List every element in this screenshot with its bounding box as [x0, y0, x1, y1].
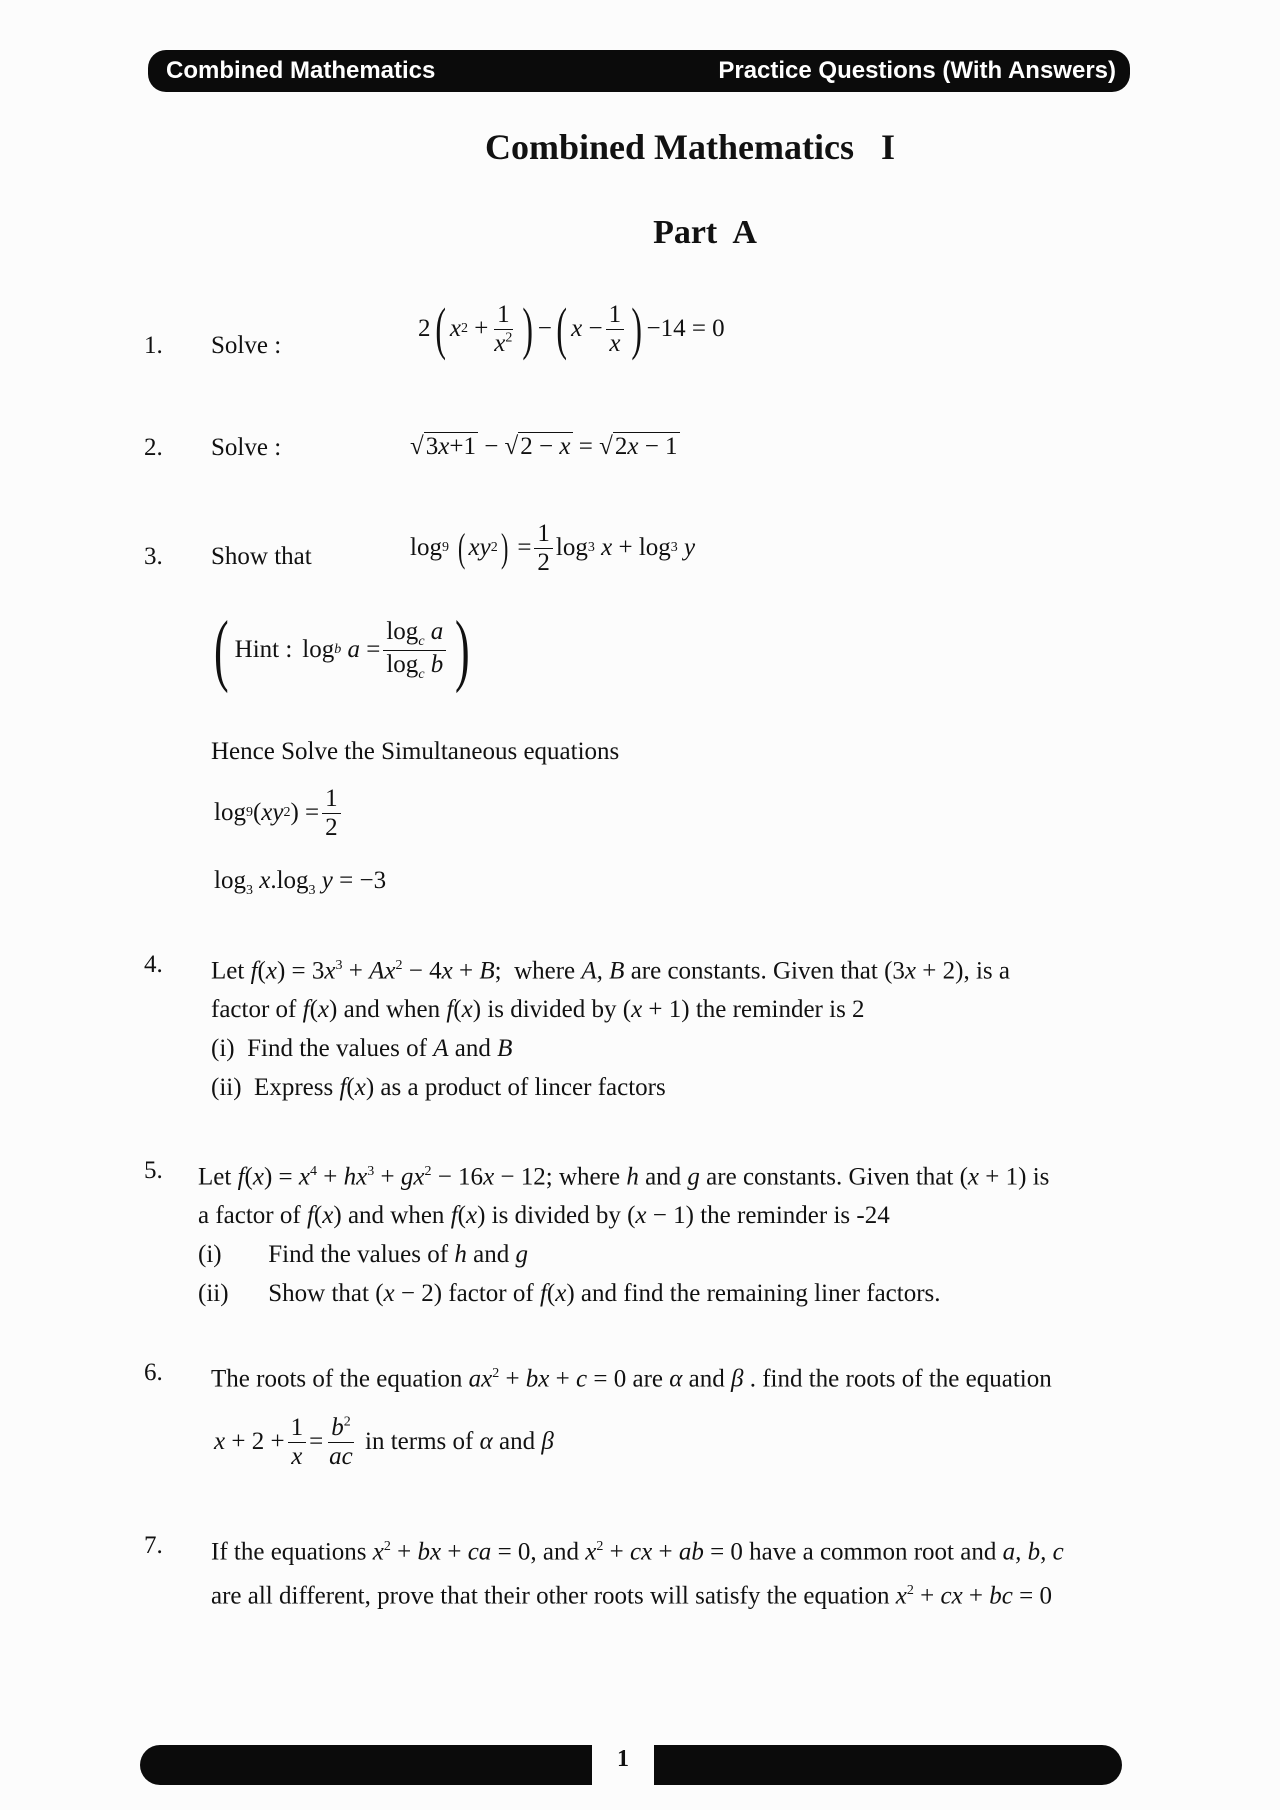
- q5-text: Let $f(x) = x^4 + hx^3 + gx^2 - 16x - 12$; where h and g are constants. Given that (x + 1) is a factor of f(x) and when f(x) is divided by (x − 1) the reminder is -24 (i) Find the values of h and g (ii) Show that (x − 2) factor of f(x) and find the remaining liner factors.: [198, 1163, 1050, 1308]
- q3-label: Show that: [211, 543, 312, 570]
- q1-number: 1.: [144, 332, 163, 359]
- page-number: 1: [617, 1746, 629, 1772]
- hint-label: Hint :: [234, 636, 293, 663]
- q1-equation: 2 ( x 2 + $\frac{1}{x^2}$ ) − ( x − $\frac{1}{x}$ ) −14 = 0: [418, 296, 725, 361]
- q1-label: Solve :: [211, 332, 282, 359]
- q2-label: Solve :: [211, 434, 282, 461]
- q7-text: If the equations $x^2$ + bx + ca = 0, and $x^2$ + cx + ab = 0 have a common root and a, b, c are all different, prove that their other roots will satisfy the equation $x^2$ + cx + bc = 0: [211, 1538, 1064, 1610]
- q3-sim-eq-2: $\log_3 x.\log_3$ y = −3: [214, 867, 387, 898]
- q2-number: 2.: [144, 434, 163, 461]
- page-title: Combined Mathematics I: [485, 127, 895, 167]
- q3-equation: log 9 ( xy 2 ) = $\frac{1}{2}$ log 3 x + log 3 y: [410, 520, 696, 576]
- q2-equation: √3x+1 − √2 − x = √2x − 1: [410, 433, 678, 460]
- q3-hence: Hence Solve the Simultaneous equations: [211, 738, 620, 765]
- q5-number: 5.: [144, 1157, 163, 1184]
- q3-sim-eq-1: log 9 ( xy 2 ) = $\frac{1}{2}$: [214, 785, 344, 841]
- header-description: Practice Questions (With Answers): [718, 57, 1116, 84]
- footer-bar-right: [654, 1745, 1122, 1785]
- q6-number: 6.: [144, 1359, 163, 1386]
- q6-line1: The roots of the equation $ax^2$ + bx + c = 0 are α and β . find the roots of the equation: [211, 1365, 1052, 1393]
- q4-number: 4.: [144, 951, 163, 978]
- header-subject: Combined Mathematics: [166, 57, 436, 84]
- q7-number: 7.: [144, 1532, 163, 1559]
- part-heading: Part A: [653, 214, 757, 251]
- header-bar: [148, 50, 1130, 92]
- q3-hint: ( Hint : log b a = $\frac{\log_c a}{\log_c b}$ ): [213, 606, 470, 694]
- q4-text: Let $f(x) = 3x^3 + Ax^2 - 4x + B$; where A, B are constants. Given that (3x + 2), is a factor of f(x) and when f(x) is divided by (x + 1) the reminder is 2 (i) Find the values of A and B (ii) Express f(x) as a product of lincer factors: [211, 957, 1010, 1102]
- q3-number: 3.: [144, 543, 163, 570]
- q6-line2: x + 2 + $\frac{1}{x}$ = $\frac{b^2}{ac}$ in terms of α and β: [214, 1414, 554, 1470]
- footer-bar-left: [140, 1745, 592, 1785]
